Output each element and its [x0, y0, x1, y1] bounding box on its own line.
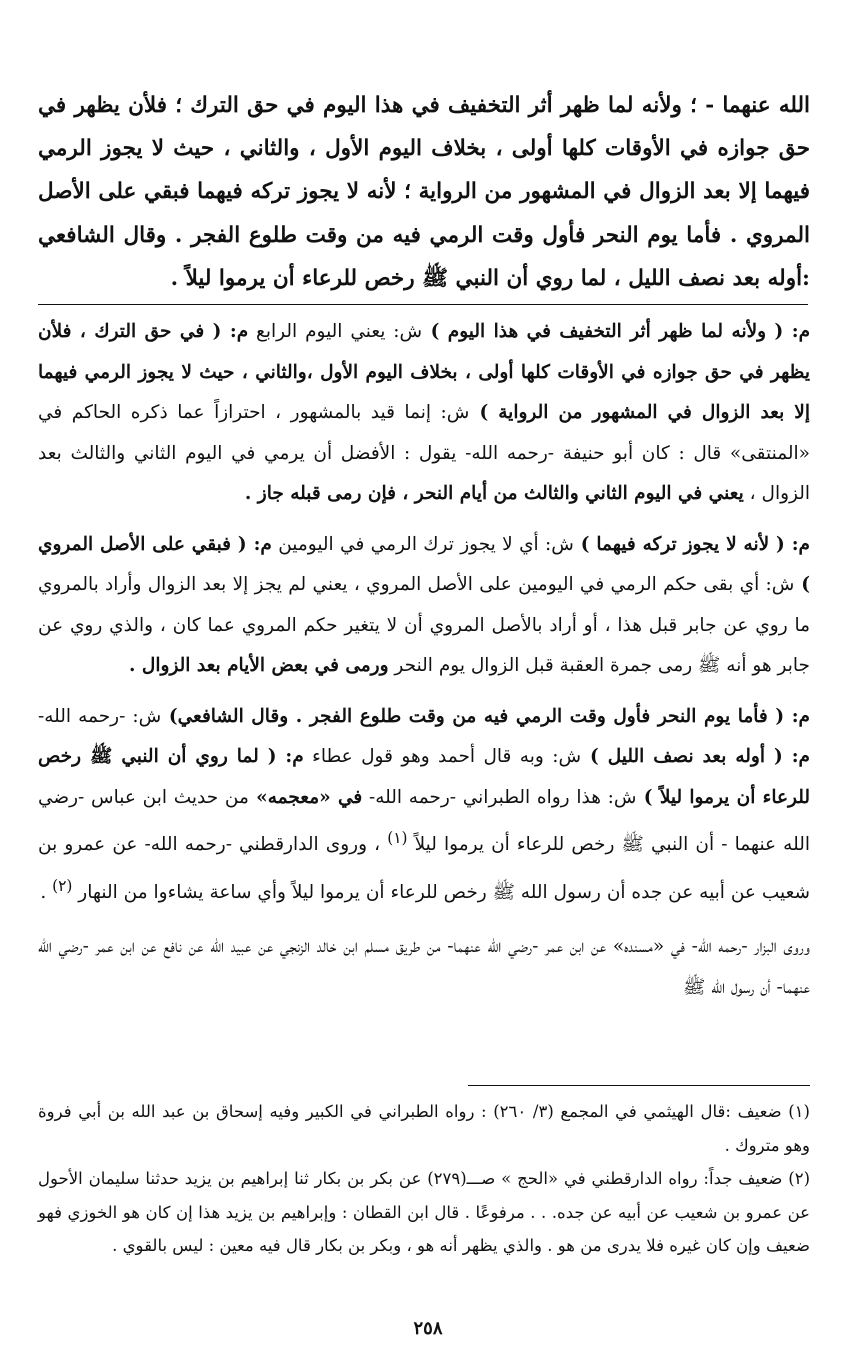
quoted-matn: م: ( لما روي أن النبي ﷺ رخص للرعاء أن يرموا ليلاً ) [38, 746, 810, 808]
sharh-text: ش: إنما قيد بالمشهور ، احترازاً عما ذكره الحاكم في «المنتقى» قال : كان أبو حنيفة -رحمه الله- يقول : الأفضل أن يرمي في اليوم الثاني والثالث بعد الزوال ، [38, 402, 810, 504]
sharh-text: وروى البزار -رحمه الله- في «مسنده» عن ابن عمر -رضي الله عنهما- من طريق مسلم ابن خالد الزنجي عن عبيد الله عن نافع عن ابن عمر -رضي الله عنهما- أن رسول الله ﷺ [38, 936, 810, 998]
footnotes [38, 1095, 810, 1263]
page-number: ٢٥٨ [413, 1318, 443, 1339]
sharh-text: من حديث ابن عباس -رضي الله عنهما - أن النبي ﷺ رخص للرعاء أن يرموا ليلاً [38, 786, 810, 856]
quoted-matn: م: ( فبقي على الأصل المروي ) [38, 533, 810, 595]
quoted-matn: م: ( لأنه لا يجوز تركه فيهما ) [573, 533, 811, 555]
sharh-text: . [40, 881, 53, 903]
sharh-text: ش: يعني اليوم الرابع [248, 321, 423, 342]
sharh-text: ش: أي بقى حكم الرمي في اليومين على الأصل المروي ، يعني لم يجز إلا بعد الزوال وأراد بالمروي ما روي عن جابر قبل هذا ، أو أراد بالأصل المروي أن لا يتغير حكم المروي عما كان ، والذي روي عن جابر هو أنه ﷺ رمى جمرة العقبة قبل الزوال يوم النحر [38, 574, 810, 676]
footnote-2: (٢) ضعيف جداً: رواه الدارقطني في «الحج » صـــ(٢٧٩) عن بكر بن بكار ثنا إبراهيم بن يزيد حدثنا سليمان الأحول عن عمرو بن شعيب عن أبيه عن جده. . . مرفوعًا . قال ابن القطان : وإبراهيم بن يزيد هذا إن كان هو الخوزي فهو ضعيف وإن كان غيره فلا يدرى من هو . والذي يظهر أنه هو ، وبكر بن بكار قال فيه معين : ليس بالقوي . [38, 1169, 810, 1255]
sharh-text: ش: أي لا يجوز ترك الرمي في اليومين [271, 533, 574, 555]
footnote-ref-1[interactable]: (١) [387, 829, 408, 847]
footnote-divider [468, 1085, 810, 1086]
main-paragraph: الله عنهما - ؛ ولأنه لما ظهر أثر التخفيف في هذا اليوم في حق الترك ؛ فلأن يظهر في حق جوازه في الأوقات كلها أولى ، بخلاف اليوم الأول ، والثاني ، حيث لا يجوز الرمي فيهما إلا بعد الزوال في المشهور من الرواية ؛ لأنه لا يجوز تركه فيهما فبقي على الأصل المروي . فأما يوم النحر فأول وقت الرمي فيه من وقت طلوع الفجر . وقال الشافعي :أوله بعد نصف الليل ، لما روي أن النبي ﷺ رخص للرعاء أن يرموا ليلاً . [38, 93, 810, 291]
footnote-ref-2[interactable]: (٢) [52, 876, 73, 895]
footnote-1: (١) ضعيف :قال الهيثمي في المجمع (٣/ ٢٦٠) : رواه الطبراني في الكبير وفيه إسحاق بن عبد الله بن أبي فروة وهو متروك . [38, 1102, 810, 1155]
sharh-text: ش: هذا رواه الطبراني -رحمه الله- [362, 786, 637, 808]
sharh-text: ، وروى الدارقطني -رحمه الله- عن عمرو بن شعيب عن أبيه عن جده أن رسول الله ﷺ رخص للرعاء أن يرموا ليلاً وأي ساعة يشاءوا من النهار [38, 834, 810, 903]
quoted-matn: ورمى في بعض الأيام بعد الزوال . [129, 655, 389, 676]
quoted-matn: م: ( أوله بعد نصف الليل ) [581, 746, 810, 767]
main-text-divider [38, 304, 808, 305]
commentary-paragraph-2 [38, 525, 810, 687]
commentary-paragraph-4 [38, 927, 810, 1008]
commentary-paragraph-3 [38, 697, 810, 914]
quoted-matn: م: ( في حق الترك ، فلأن يظهر في حق جوازه في الأوقات كلها أولى ، بخلاف اليوم الأول ،والثاني ، حيث لا يجوز الرمي فيهما إلا بعد الزوال في المشهور من الرواية ) [38, 321, 810, 423]
quoted-matn: م: ( فأما يوم النحر فأول وقت الرمي فيه من وقت طلوع الفجر . وقال الشافعي) [161, 705, 810, 727]
sharh-text: ش: وبه قال أحمد وهو قول عطاء [303, 746, 582, 767]
quoted-matn: في «معجمه» [248, 786, 363, 808]
commentary [38, 312, 810, 1008]
commentary-paragraph-1 [38, 312, 810, 515]
sharh-text: ش: -رحمه الله- [38, 705, 162, 727]
quoted-matn: م: ( ولأنه لما ظهر أثر التخفيف في هذا اليوم ) [422, 321, 811, 342]
main-text [38, 84, 810, 300]
quoted-matn: يعني في اليوم الثاني والثالث من أيام النحر ، فإن رمى قبله جاز . [244, 483, 744, 504]
